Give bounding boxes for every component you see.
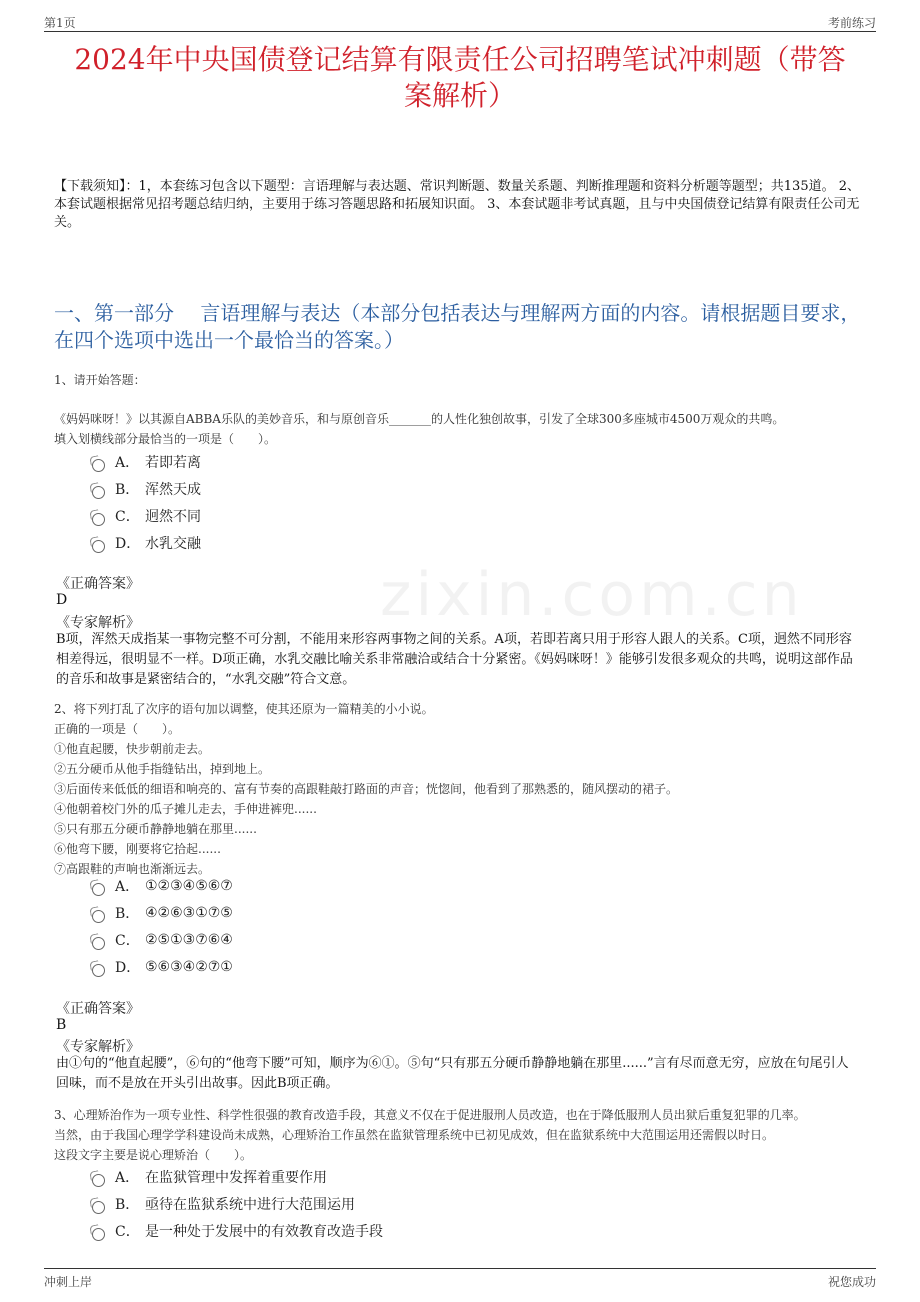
page-number: 第1页 [44, 16, 76, 30]
question-1-option-a[interactable] [92, 452, 201, 472]
option-text: ②⑤①③⑦⑥④ [145, 932, 233, 948]
option-text: 是一种处于发展中的有效教育改造手段 [145, 1224, 383, 1240]
question-2-option-c[interactable] [92, 930, 233, 950]
option-key: C． [115, 933, 140, 949]
footer-right: 祝您成功 [827, 1275, 876, 1289]
analysis-label: 《专家解析》 [56, 1039, 140, 1055]
section-heading: 一、第一部分 言语理解与表达（本部分包括表达与理解两方面的内容。请根据题目要求，在四个选项中选出一个最恰当的答案。） [54, 301, 861, 352]
radio-icon[interactable] [92, 1228, 105, 1241]
footer-left: 冲刺上岸 [44, 1275, 93, 1289]
question-3-line: 当然，由于我国心理学学科建设尚未成熟，心理矫治工作虽然在监狱管理系统中已初见成效，但在监狱系统中大范围运用还需假以时日。 [54, 1128, 775, 1142]
page-footer [44, 1268, 876, 1298]
question-2-line: ⑦高跟鞋的声响也渐渐远去。 [54, 862, 211, 876]
option-key: B． [115, 1197, 140, 1213]
option-text: 浑然天成 [145, 482, 201, 498]
option-key: B． [115, 482, 140, 498]
option-key: C． [115, 509, 140, 525]
question-3-option-b[interactable] [92, 1194, 355, 1214]
question-1-option-c[interactable] [92, 506, 201, 526]
page-header [44, 0, 876, 32]
title-line-1: 2024年中央国债登记结算有限责任公司招聘笔试冲刺题（带答 [74, 43, 846, 76]
option-key: D． [115, 960, 141, 976]
question-1-option-d[interactable] [92, 533, 201, 553]
option-text: 若即若离 [145, 455, 201, 471]
question-2-line: ⑤只有那五分硬币静静地躺在那里...... [54, 822, 257, 836]
question-2-stem [54, 699, 868, 879]
radio-icon[interactable] [92, 1174, 105, 1187]
option-key: A． [115, 1170, 140, 1186]
question-1-option-b[interactable] [92, 479, 201, 499]
question-1-stem-line: 填入划横线部分最恰当的一项是（ ）。 [54, 432, 277, 446]
answer-value: B [56, 1017, 67, 1033]
question-2-option-d[interactable] [92, 957, 233, 977]
radio-icon[interactable] [92, 910, 105, 923]
question-2-line: ③后面传来低低的细语和响亮的、富有节奏的高跟鞋敲打路面的声音；恍惚间，他看到了那熟悉的，随风摆动的裙子。 [54, 782, 679, 796]
question-1-stem [54, 409, 868, 449]
option-key: B． [115, 906, 140, 922]
option-text: 亟待在监狱系统中进行大范围运用 [145, 1197, 355, 1213]
radio-icon[interactable] [92, 486, 105, 499]
question-1-stem-line: 《妈妈咪呀！》以其源自ABBA乐队的美妙音乐，和与原创音乐_______的人性化独创故事，引发了全球300多座城市4500万观众的共鸣。 [54, 412, 785, 426]
question-2-line: ④他朝着校门外的瓜子摊儿走去，手伸进裤兜...... [54, 802, 317, 816]
question-3-line: 这段文字主要是说心理矫治（ ）。 [54, 1148, 253, 1162]
radio-icon[interactable] [92, 937, 105, 950]
watermark: zixin.com.cn [380, 560, 804, 630]
question-3-stem [54, 1105, 868, 1165]
question-2-option-a[interactable] [92, 876, 233, 896]
question-2-line: 2、将下列打乱了次序的语句加以调整，使其还原为一篇精美的小小说。 [54, 702, 434, 716]
question-2-line: 正确的一项是（ ）。 [54, 722, 181, 736]
question-2-line: ①他直起腰，快步朝前走去。 [54, 742, 211, 756]
question-3-option-a[interactable] [92, 1167, 327, 1187]
answer-label: 《正确答案》 [56, 1001, 140, 1017]
radio-icon[interactable] [92, 513, 105, 526]
radio-icon[interactable] [92, 964, 105, 977]
option-key: A． [115, 455, 140, 471]
option-text: ④②⑥③①⑦⑤ [145, 905, 233, 921]
answer-value: D [56, 592, 68, 608]
question-1-number: 1、请开始答题： [54, 373, 146, 387]
radio-icon[interactable] [92, 883, 105, 896]
answer-label: 《正确答案》 [56, 576, 140, 592]
option-text: ⑤⑥③④②⑦① [145, 959, 233, 975]
question-3-option-c[interactable] [92, 1221, 383, 1241]
option-text: 迥然不同 [145, 509, 201, 525]
question-2-line: ②五分硬币从他手指缝钻出，掉到地上。 [54, 762, 271, 776]
document-title [44, 42, 876, 114]
radio-icon[interactable] [92, 540, 105, 553]
analysis-text: B项，浑然天成指某一事物完整不可分割，不能用来形容两事物之间的关系。A项，若即若离只用于形容人跟人的关系。C项，迥然不同形容相差得远，很明显不一样。D项正确，水乳交融比喻关系非常融洽或结合十分紧密。《妈妈咪呀！》能够引发很多观众的共鸣，说明这部作品的音乐和故事是紧密结合的，“水乳交融”符合文意。 [56, 632, 853, 687]
option-key: C． [115, 1224, 140, 1240]
option-text: ①②③④⑤⑥⑦ [145, 878, 233, 894]
option-text: 在监狱管理中发挥着重要作用 [145, 1170, 327, 1186]
title-line-2: 案解析） [403, 79, 516, 112]
radio-icon[interactable] [92, 459, 105, 472]
question-3-line: 3、心理矫治作为一项专业性、科学性很强的教育改造手段，其意义不仅在于促进服刑人员改造，也在于降低服刑人员出狱后重复犯罪的几率。 [54, 1108, 806, 1122]
download-notice: 【下载须知】：1，本套练习包含以下题型：言语理解与表达题、常识判断题、数量关系题、判断推理题和资料分析题等题型；共135道。 2、本套试题根据常见招考题总结归纳，主要用于练习答题思路和拓展知识面。 3、本套试题非考试真题，且与中央国债登记结算有限责任公司无关。 [54, 179, 860, 230]
question-2-line: ⑥他弯下腰，刚要将它拾起...... [54, 842, 221, 856]
radio-icon[interactable] [92, 1201, 105, 1214]
option-text: 水乳交融 [145, 536, 201, 552]
question-2-option-b[interactable] [92, 903, 233, 923]
option-key: D． [115, 536, 141, 552]
header-tag: 考前练习 [827, 16, 876, 30]
analysis-text: 由①句的“他直起腰”，⑥句的“他弯下腰”可知，顺序为⑥①。⑤句“只有那五分硬币静静地躺在那里......”言有尽而意无穷，应放在句尾引人回味，而不是放在开头引出故事。因此B项正确。 [56, 1056, 849, 1091]
analysis-label: 《专家解析》 [56, 615, 140, 631]
option-key: A． [115, 879, 140, 895]
